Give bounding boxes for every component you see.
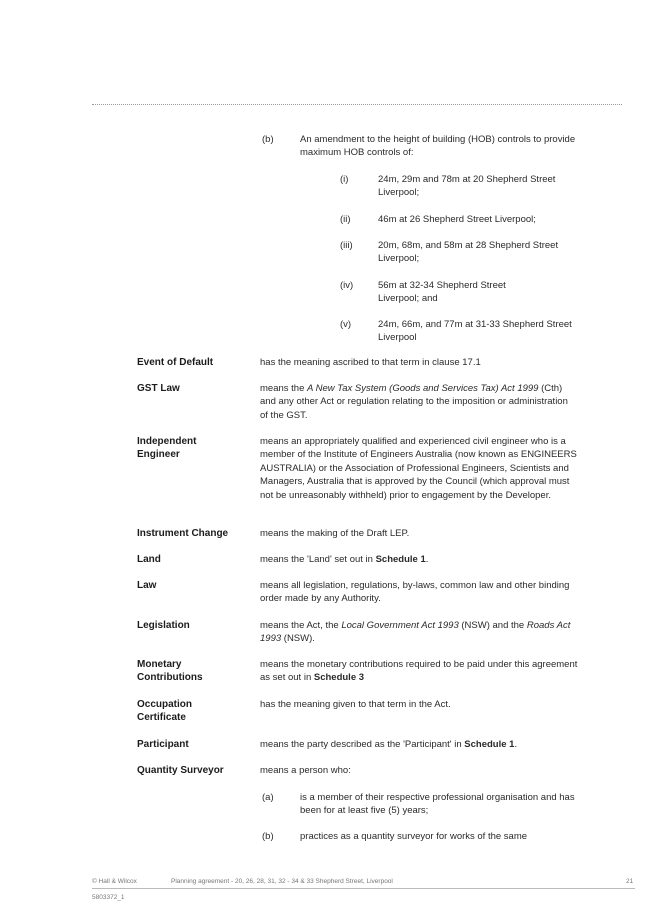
qs-item-text-b: practices as a quantity surveyor for works of the same	[300, 831, 528, 842]
footer-rule	[92, 888, 635, 889]
item-text-b: An amendment to the height of building (HOB) controls to provide maximum HOB controls of:	[300, 134, 576, 159]
subitem-text-i: 24m, 29m and 78m at 20 Shepherd Street Liverpool;	[378, 174, 556, 199]
term-event-of-default: Event of Default	[137, 357, 214, 368]
subitem-text-iii: 20m, 68m, and 58m at 28 Shepherd Street Liverpool;	[378, 240, 559, 265]
qs-item-label-a: (a)	[262, 792, 274, 803]
footer-doc-title: Planning agreement - 20, 26, 28, 31, 32 - 34 & 33 Shepherd Street, Liverpool	[171, 878, 393, 885]
def-independent-engineer: means an appropriately qualified and experienced civil engineer who is a member of the Institute of Engineers Australia (now known as ENGINEERS AUSTRALIA) or the Association of Professional Engineers, Scientists and Managers, Australia that is approved by the Council (which approval must not be unreasonably withheld) prior to engagement by the Developer.	[260, 436, 577, 501]
term-independent-engineer: Independent Engineer	[137, 436, 197, 461]
def-law: means all legislation, regulations, by-laws, common law and other binding order made by any Authority.	[260, 580, 570, 605]
def-legislation: means the Act, the Local Government Act 1993 (NSW) and the Roads Act 1993 (NSW).	[260, 620, 571, 645]
term-quantity-surveyor: Quantity Surveyor	[137, 765, 224, 776]
subitem-label-v: (v)	[340, 319, 352, 330]
def-land: means the 'Land' set out in Schedule 1.	[260, 554, 429, 565]
def-occupation-certificate: has the meaning given to that term in the Act.	[260, 699, 451, 710]
term-instrument-change: Instrument Change	[137, 528, 229, 539]
subitem-label-iv: (iv)	[340, 280, 354, 291]
term-law: Law	[137, 580, 157, 591]
footer-page-number: 21	[626, 878, 634, 885]
def-participant: means the party described as the 'Participant' in Schedule 1.	[260, 739, 518, 750]
subitem-label-iii: (iii)	[340, 240, 353, 251]
def-quantity-surveyor: means a person who:	[260, 765, 351, 776]
term-participant: Participant	[137, 739, 189, 750]
term-monetary-contributions: Monetary Contributions	[137, 659, 203, 684]
def-instrument-change: means the making of the Draft LEP.	[260, 528, 410, 539]
def-event-of-default: has the meaning ascribed to that term in clause 17.1	[260, 357, 481, 368]
item-label-b: (b)	[262, 134, 274, 145]
subitem-text-ii: 46m at 26 Shepherd Street Liverpool;	[378, 214, 536, 225]
def-monetary-contributions: means the monetary contributions required to be paid under this agreement as set out in Schedule 3	[260, 659, 578, 684]
qs-item-text-a: is a member of their respective professional organisation and has been for at least five (5) years;	[300, 792, 575, 817]
term-legislation: Legislation	[137, 620, 190, 631]
footer-firm: © Hall & Wilcox	[92, 878, 137, 885]
def-gst-law: means the A New Tax System (Goods and Services Tax) Act 1999 (Cth) and any other Act or regulation relating to the imposition or administration of the GST.	[260, 383, 568, 421]
qs-item-label-b: (b)	[262, 831, 274, 842]
term-gst-law: GST Law	[137, 383, 180, 394]
header-rule	[92, 104, 622, 105]
term-occupation-certificate: Occupation Certificate	[137, 699, 193, 724]
footer-doc-ref: 5803372_1	[92, 894, 125, 901]
subitem-text-v: 24m, 66m, and 77m at 31-33 Shepherd Street Liverpool	[378, 319, 572, 344]
subitem-label-ii: (ii)	[340, 214, 351, 225]
subitem-text-iv: 56m at 32-34 Shepherd Street Liverpool; and	[378, 280, 506, 305]
term-land: Land	[137, 554, 161, 565]
subitem-label-i: (i)	[340, 174, 349, 185]
